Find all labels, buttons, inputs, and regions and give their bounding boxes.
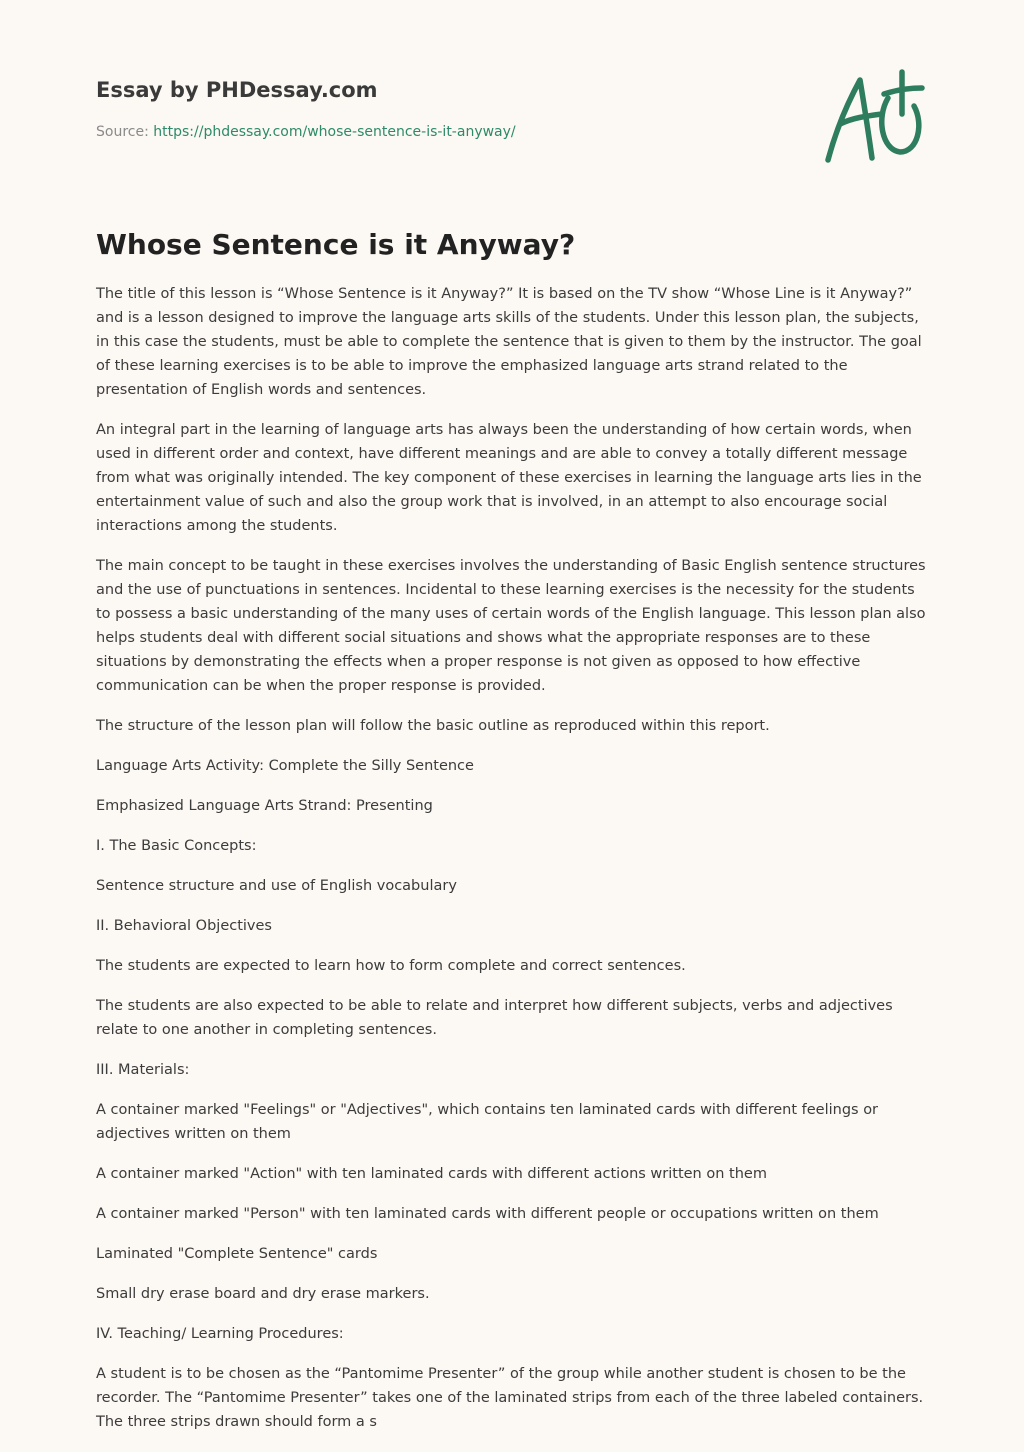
article-paragraph: A container marked "Action" with ten laminated cards with different actions written on them (96, 1166, 767, 1182)
article-paragraph: I. The Basic Concepts: (96, 838, 257, 854)
article-paragraph: Small dry erase board and dry erase markers. (96, 1286, 430, 1302)
source-line (96, 123, 796, 141)
article-paragraph: Emphasized Language Arts Strand: Presenting (96, 798, 433, 814)
source-link[interactable]: https://phdessay.com/whose-sentence-is-it-anyway/ (153, 124, 516, 140)
site-brand: Essay by PHDessay.com (96, 78, 378, 102)
article-title: Whose Sentence is it Anyway? (96, 228, 576, 261)
article-paragraph: II. Behavioral Objectives (96, 918, 272, 934)
article-paragraph: A container marked "Person" with ten laminated cards with different people or occupations written on them (96, 1206, 879, 1222)
article-paragraph: Laminated "Complete Sentence" cards (96, 1246, 378, 1262)
article-paragraph: The structure of the lesson plan will follow the basic outline as reproduced within this report. (96, 718, 770, 734)
article-paragraph: The title of this lesson is “Whose Sentence is it Anyway?” It is based on the TV show “Whose Line is it Anyway?” and is a lesson designed to improve the language arts skills of the students. Under this lesson plan, the subjects, in this case the students, must be able to complete the sentence that is given to them by the instructor. The goal of these learning exercises is to be able to improve the emphasized language arts strand related to the presentation of English words and sentences. (96, 286, 922, 398)
article-paragraph: The students are also expected to be able to relate and interpret how different subjects, verbs and adjectives relate to one another in completing sentences. (96, 998, 893, 1038)
article-paragraph: The students are expected to learn how to form complete and correct sentences. (96, 958, 686, 974)
source-label: Source: (96, 124, 154, 140)
a-plus-logo-icon (818, 68, 930, 166)
article-paragraph: III. Materials: (96, 1062, 190, 1078)
article-paragraph: IV. Teaching/ Learning Procedures: (96, 1326, 344, 1342)
article (96, 226, 930, 1450)
article-body (96, 282, 930, 1434)
article-paragraph: An integral part in the learning of language arts has always been the understanding of how certain words, when used in different order and context, have different meanings and are able to convey a totally different message from what was originally intended. The key component of these exercises in learning the language arts lies in the entertainment value of such and also the group work that is involved, in an attempt to also encourage social interactions among the students. (96, 422, 922, 534)
article-paragraph: A student is to be chosen as the “Pantomime Presenter” of the group while another student is chosen to be the recorder. The “Pantomime Presenter” takes one of the laminated strips from each of the three labeled containers. The three strips drawn should form a s (96, 1366, 924, 1430)
article-paragraph: A container marked "Feelings" or "Adjectives", which contains ten laminated cards with different feelings or adjectives written on them (96, 1102, 879, 1142)
article-paragraph: Language Arts Activity: Complete the Silly Sentence (96, 758, 474, 774)
article-paragraph: Sentence structure and use of English vocabulary (96, 878, 457, 894)
page-header (96, 76, 796, 141)
article-paragraph: The main concept to be taught in these exercises involves the understanding of Basic English sentence structures and the use of punctuations in sentences. Incidental to these learning exercises is the necessity for the students to possess a basic understanding of the many uses of certain words of the English language. This lesson plan also helps students deal with different social situations and shows what the appropriate responses are to these situations by demonstrating the effects when a proper response is not given as opposed to how effective communication can be when the proper response is provided. (96, 558, 926, 694)
